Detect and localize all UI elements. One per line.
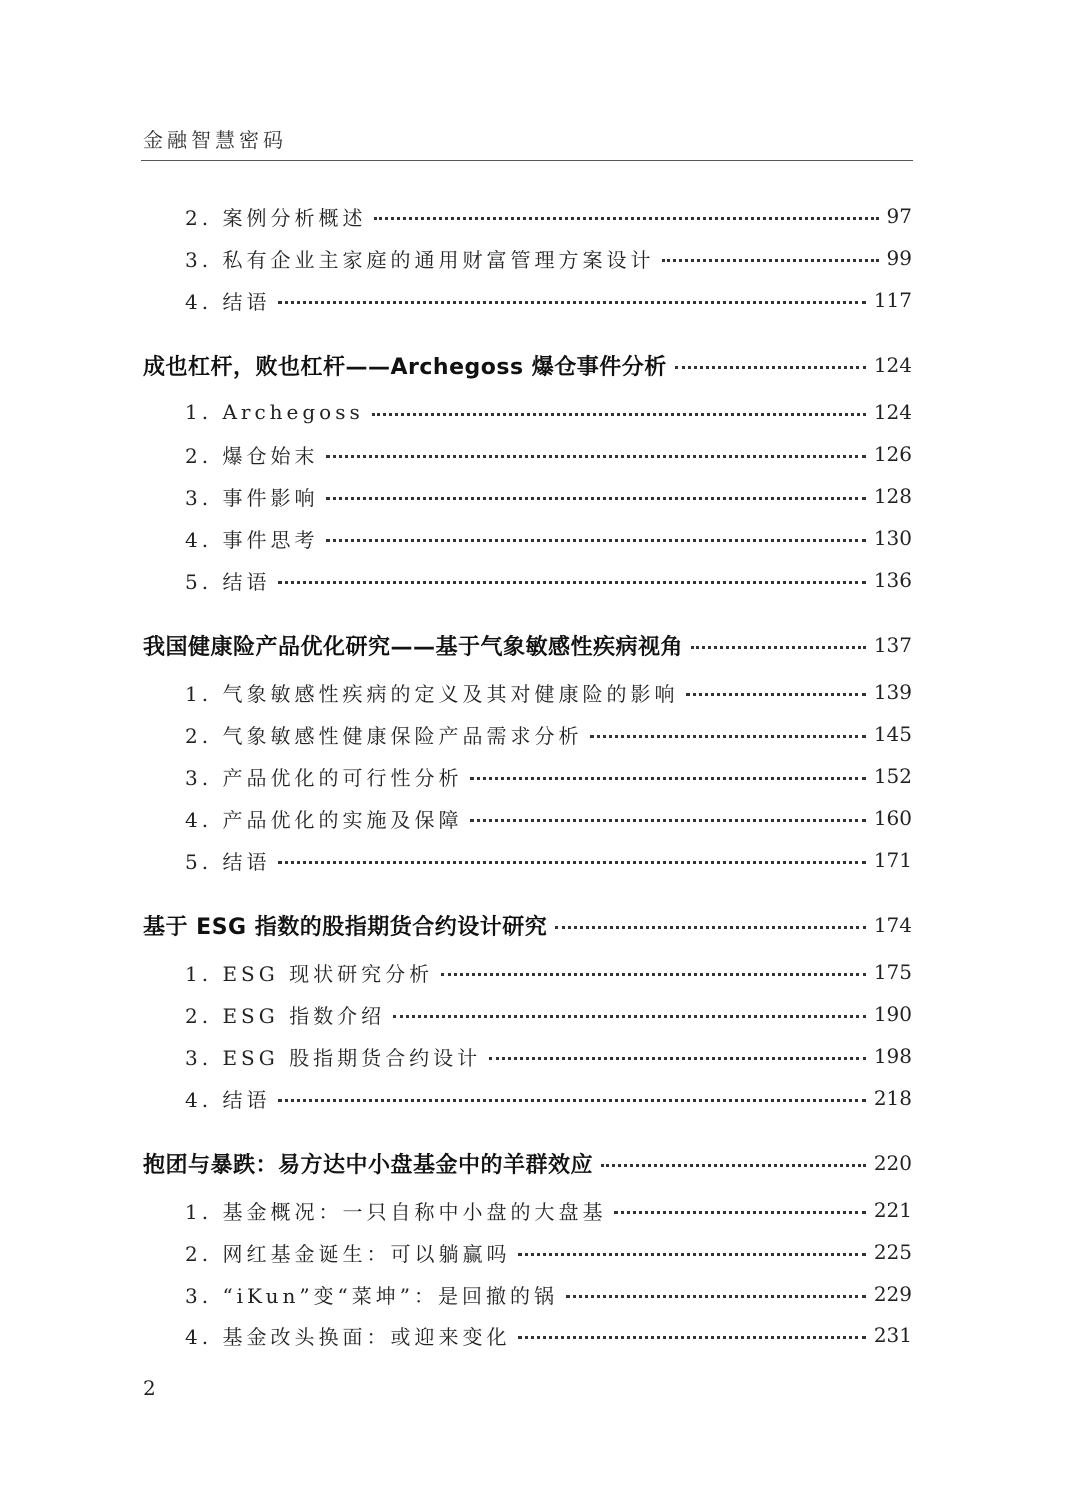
dot-leader (518, 1253, 865, 1256)
toc-entry-title: 2. 爆仓始末 (185, 443, 319, 468)
toc-chapter-page: 124 (873, 353, 912, 377)
dot-leader (278, 1099, 865, 1102)
toc-entry[interactable] (185, 677, 912, 707)
dot-leader (470, 819, 865, 822)
dot-leader (675, 366, 866, 369)
dot-leader (470, 777, 865, 780)
toc-entry[interactable] (185, 1279, 912, 1309)
toc-chapter-title: 成也杠杆，败也杠杆——Archegoss 爆仓事件分析 (143, 354, 667, 380)
dot-leader (393, 1015, 866, 1018)
toc-entry-title: 3. 产品优化的可行性分析 (185, 765, 463, 790)
toc-entry-title: 2. 气象敏感性健康保险产品需求分析 (185, 723, 583, 748)
toc-entry-page: 124 (873, 400, 912, 424)
toc-entry[interactable] (185, 523, 912, 553)
toc-entry-page: 225 (873, 1240, 912, 1264)
toc-chapter-page: 220 (873, 1151, 912, 1175)
toc-entry[interactable] (185, 845, 912, 875)
running-header-title: 金融智慧密码 (143, 128, 287, 152)
toc-entry-page: 160 (873, 806, 912, 830)
dot-leader (614, 1211, 865, 1214)
toc-entry-title: 1. 气象敏感性疾病的定义及其对健康险的影响 (185, 681, 679, 706)
toc-entry-title: 4. 基金改头换面：或迎来变化 (185, 1324, 511, 1349)
dot-leader (278, 581, 865, 584)
toc-entry-title: 5. 结语 (185, 849, 271, 874)
toc-chapter-entry[interactable] (143, 1148, 912, 1178)
toc-entry-title: 1. 基金概况：一只自称中小盘的大盘基 (185, 1199, 607, 1224)
dot-leader (518, 1336, 865, 1339)
toc-entry-page: 130 (873, 526, 912, 550)
dot-leader (662, 259, 878, 262)
dot-leader (566, 1295, 866, 1298)
toc-entry-title: 5. 结语 (185, 569, 271, 594)
dot-leader (374, 217, 878, 220)
dot-leader (601, 1164, 866, 1167)
header-rule (141, 160, 913, 161)
toc-entry[interactable] (185, 1320, 912, 1350)
dot-leader (590, 735, 865, 738)
toc-entry-page: 229 (873, 1282, 912, 1306)
toc-entry[interactable] (185, 1237, 912, 1267)
toc-entry-page: 190 (873, 1002, 912, 1026)
toc-entry-title: 3. 事件影响 (185, 485, 319, 510)
toc-entry-title: 2. 案例分析概述 (185, 205, 367, 230)
toc-chapter-page: 174 (873, 913, 912, 937)
toc-entry-title: 4. 产品优化的实施及保障 (185, 807, 463, 832)
dot-leader (372, 413, 866, 416)
toc-entry[interactable] (185, 803, 912, 833)
toc-chapter-entry[interactable] (143, 910, 912, 940)
toc-entry[interactable] (185, 761, 912, 791)
toc-entry-page: 139 (873, 680, 912, 704)
toc-entry-page: 97 (886, 204, 912, 228)
toc-chapter-title: 抱团与暴跌：易方达中小盘基金中的羊群效应 (143, 1152, 594, 1178)
toc-entry-page: 126 (873, 442, 912, 466)
toc-entry[interactable] (185, 1195, 912, 1225)
toc-entry[interactable] (185, 201, 912, 231)
toc-entry[interactable] (185, 1083, 912, 1113)
toc-entry[interactable] (185, 719, 912, 749)
toc-entry-page: 175 (873, 960, 912, 984)
dot-leader (326, 539, 865, 542)
dot-leader (278, 861, 865, 864)
toc-entry-title: 3. ESG 股指期货合约设计 (185, 1045, 482, 1070)
dot-leader (441, 973, 866, 976)
toc-chapter-title: 我国健康险产品优化研究——基于气象敏感性疾病视角 (143, 634, 684, 660)
toc-entry-title: 2. 网红基金诞生：可以躺赢吗 (185, 1241, 511, 1266)
toc-entry-page: 99 (886, 246, 912, 270)
toc-entry-page: 117 (873, 288, 912, 312)
page-number: 2 (143, 1376, 156, 1400)
toc-entry-page: 171 (873, 848, 912, 872)
toc-entry[interactable] (185, 999, 912, 1029)
toc-entry[interactable] (185, 957, 912, 987)
toc-chapter-title: 基于 ESG 指数的股指期货合约设计研究 (143, 914, 548, 940)
toc-chapter-page: 137 (873, 633, 912, 657)
dot-leader (278, 301, 865, 304)
toc-entry[interactable] (185, 397, 912, 427)
toc-entry-page: 152 (873, 764, 912, 788)
dot-leader (326, 497, 865, 500)
toc-entry[interactable] (185, 1041, 912, 1071)
toc-entry-page: 128 (873, 484, 912, 508)
toc-entry-title: 4. 事件思考 (185, 527, 319, 552)
toc-entry[interactable] (185, 285, 912, 315)
toc-entry-title: 3. “iKun”变“菜坤”：是回撤的锅 (185, 1283, 558, 1308)
toc-entry-page: 145 (873, 722, 912, 746)
dot-leader (691, 646, 866, 649)
toc-entry[interactable] (185, 243, 912, 273)
toc-entry[interactable] (185, 439, 912, 469)
toc-entry-page: 198 (873, 1044, 912, 1068)
toc-entry-title: 4. 结语 (185, 289, 271, 314)
toc-entry-page: 221 (873, 1198, 912, 1222)
toc-entry-title: 1. Archegoss (185, 400, 364, 424)
toc-entry-title: 3. 私有企业主家庭的通用财富管理方案设计 (185, 247, 655, 272)
toc-entry-page: 136 (873, 568, 912, 592)
dot-leader (326, 455, 865, 458)
dot-leader (686, 693, 865, 696)
toc-entry-title: 1. ESG 现状研究分析 (185, 961, 434, 986)
toc-chapter-entry[interactable] (143, 630, 912, 660)
toc-entry-page: 218 (873, 1086, 912, 1110)
toc-entry-title: 4. 结语 (185, 1087, 271, 1112)
toc-entry-title: 2. ESG 指数介绍 (185, 1003, 386, 1028)
toc-chapter-entry[interactable] (143, 350, 912, 380)
dot-leader (555, 926, 866, 929)
toc-entry-page: 231 (873, 1323, 912, 1347)
dot-leader (489, 1057, 866, 1060)
toc-entry[interactable] (185, 481, 912, 511)
toc-entry[interactable] (185, 565, 912, 595)
